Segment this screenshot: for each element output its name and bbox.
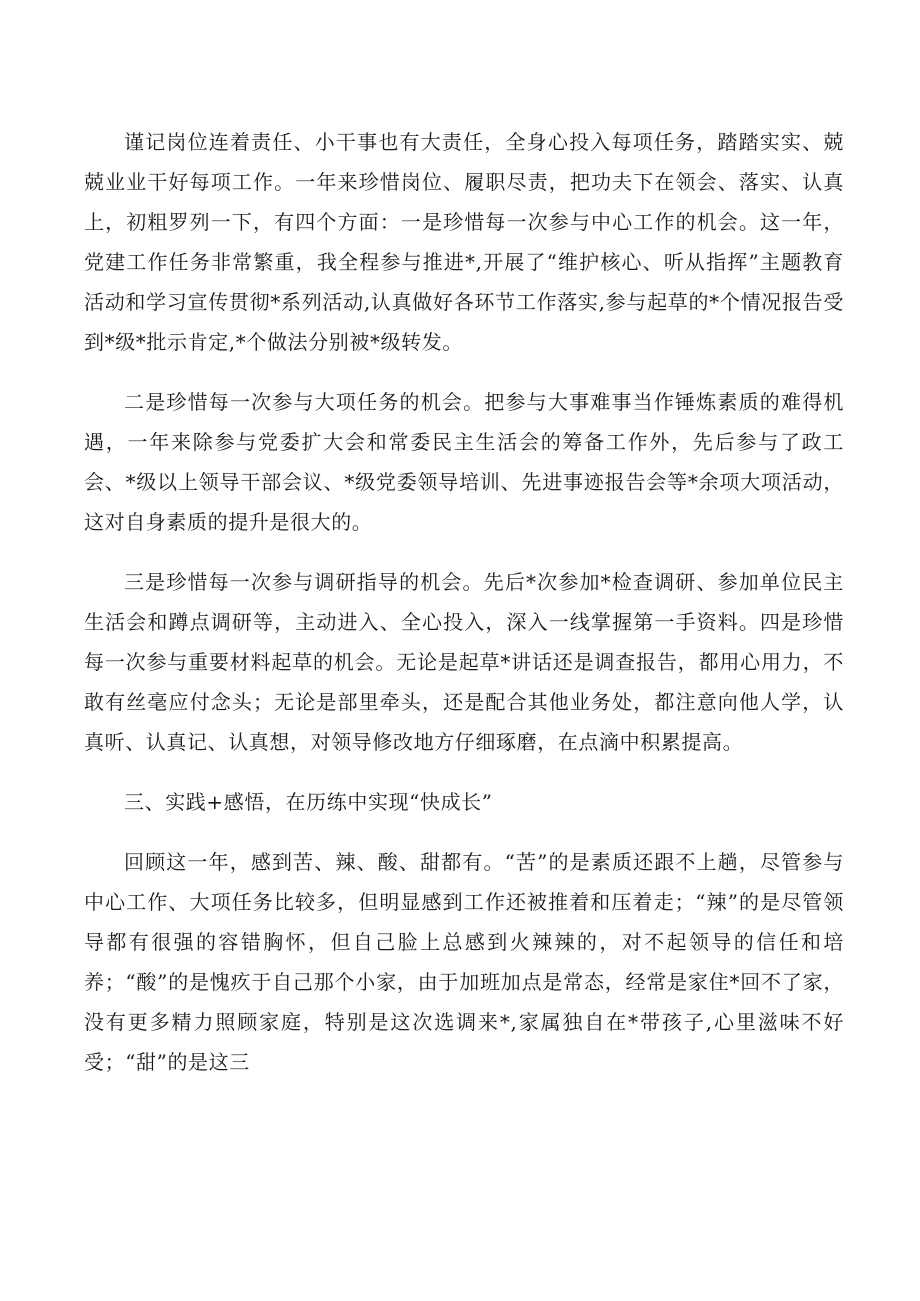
paragraph-major-tasks: 二是珍惜每一次参与大项任务的机会。把参与大事难事当作锤炼素质的难得机遇，一年来除参与党委扩大会和常委民主生活会的筹备工作外，先后参与了政工会、*级以上领导干部会议、*级党委领导培训、先进事迹报告会等*余项大项活动，这对自身素质的提升是很大的。 (84, 390, 844, 534)
paragraph-reflection: 回顾这一年，感到苦、辣、酸、甜都有。“苦”的是素质还跟不上趟，尽管参与中心工作、大项任务比较多，但明显感到工作还被推着和压着走；“辣”的是尽管领导都有很强的容错胸怀，但自己脸上总感到火辣辣的，对不起领导的信任和培养；“酸”的是愧疚于自己那个小家，由于加班加点是常态，经常是家住*回不了家，没有更多精力照顾家庭，特别是这次选调来*,家属独自在*带孩子,心里滋味不好受；“甜”的是这三 (84, 850, 844, 1074)
section-heading-practice: 三、实践+感悟，在历练中实现“快成长” (124, 790, 493, 814)
paragraph-research-guidance: 三是珍惜每一次参与调研指导的机会。先后*次参加*检查调研、参加单位民主生活会和蹲点调研等，主动进入、全心投入，深入一线掌握第一手资料。四是珍惜每一次参与重要材料起草的机会。无论是起草*讲话还是调查报告，都用心用力，不敢有丝毫应付念头；无论是部里牵头，还是配合其他业务处，都注意向他人学，认真听、认真记、认真想，对领导修改地方仔细琢磨，在点滴中积累提高。 (84, 570, 844, 754)
document-body (84, 122, 844, 1102)
paragraph-job-responsibility: 谨记岗位连着责任、小干事也有大责任，全身心投入每项任务，踏踏实实、兢兢业业干好每项工作。一年来珍惜岗位、履职尽责，把功夫下在领会、落实、认真上，初粗罗列一下，有四个方面：一是珍惜每一次参与中心工作的机会。这一年，党建工作任务非常繁重，我全程参与推进*,开展了“维护核心、听从指挥”主题教育活动和学习宣传贯彻*系列活动,认真做好各环节工作落实,参与起草的*个情况报告受到*级*批示肯定,*个做法分别被*级转发。 (84, 130, 844, 354)
